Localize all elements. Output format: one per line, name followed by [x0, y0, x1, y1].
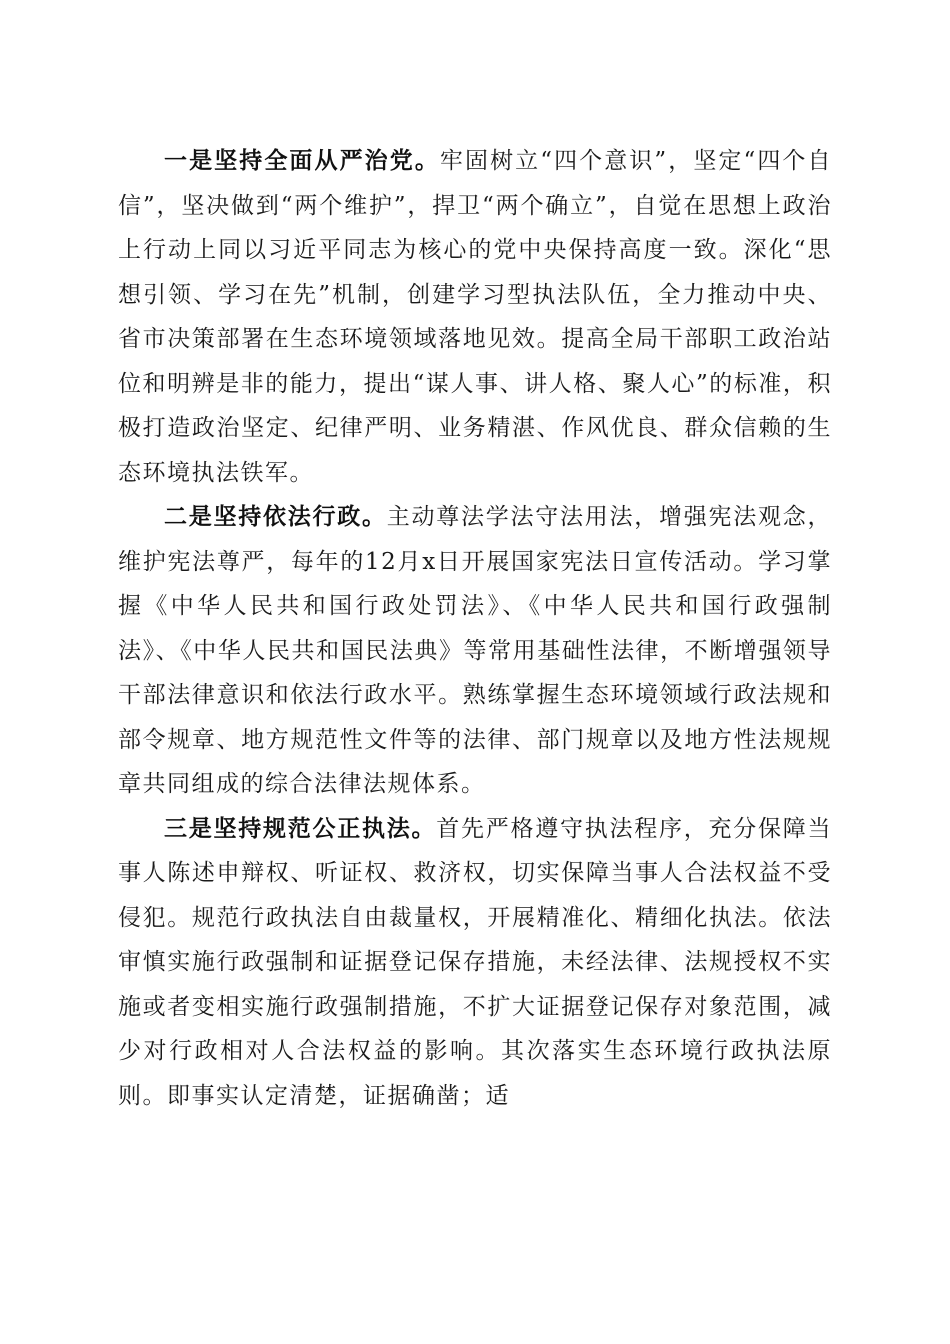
paragraph-2-body: 主动尊法学法守法用法，增强宪法观念，维护宪法尊严，每年的12月x日开展国家宪法日宣传活动。学习掌握《中华人民共和国行政处罚法》、《中华人民共和国行政强制法》、《中华人民共和国民法典》等常用基础性法律，不断增强领导干部法律意识和依法行政水平。熟练掌握生态环境领域行政法规和部令规章、地方规范性文件等的法律、部门规章以及地方性法规规章共同组成的综合法律法规体系。	[118, 504, 832, 797]
paragraph-2	[118, 495, 832, 807]
paragraph-1-lead: 一是坚持全面从严治党。	[164, 147, 440, 174]
paragraph-2-lead: 二是坚持依法行政。	[164, 503, 387, 530]
paragraph-1-body: 牢固树立“四个意识”，坚定“四个自信”，坚决做到“两个维护”，捍卫“两个确立”，自觉在思想上政治上行动上同以习近平同志为核心的党中央保持高度一致。深化“思想引领、学习在先”机制，创建学习型执法队伍，全力推动中央、省市决策部署在生态环境领域落地见效。提高全局干部职工政治站位和明辨是非的能力，提出“谋人事、讲人格、聚人心”的标准，积极打造政治坚定、纪律严明、业务精湛、作风优良、群众信赖的生态环境执法铁军。	[118, 148, 832, 486]
paragraph-3-lead: 三是坚持规范公正执法。	[164, 814, 437, 842]
paragraph-3-body: 首先严格遵守执法程序，充分保障当事人陈述申辩权、听证权、救济权，切实保障当事人合法权益不受侵犯。规范行政执法自由裁量权，开展精准化、精细化执法。依法审慎实施行政强制和证据登记保存措施，未经法律、法规授权不实施或者变相实施行政强制措施，不扩大证据登记保存对象范围，减少对行政相对人合法权益的影响。其次落实生态环境行政执法原则。即事实认定清楚，证据确凿；适	[118, 815, 832, 1109]
paragraph-3	[118, 807, 832, 1119]
document-body	[118, 139, 832, 1118]
paragraph-1	[118, 139, 832, 495]
